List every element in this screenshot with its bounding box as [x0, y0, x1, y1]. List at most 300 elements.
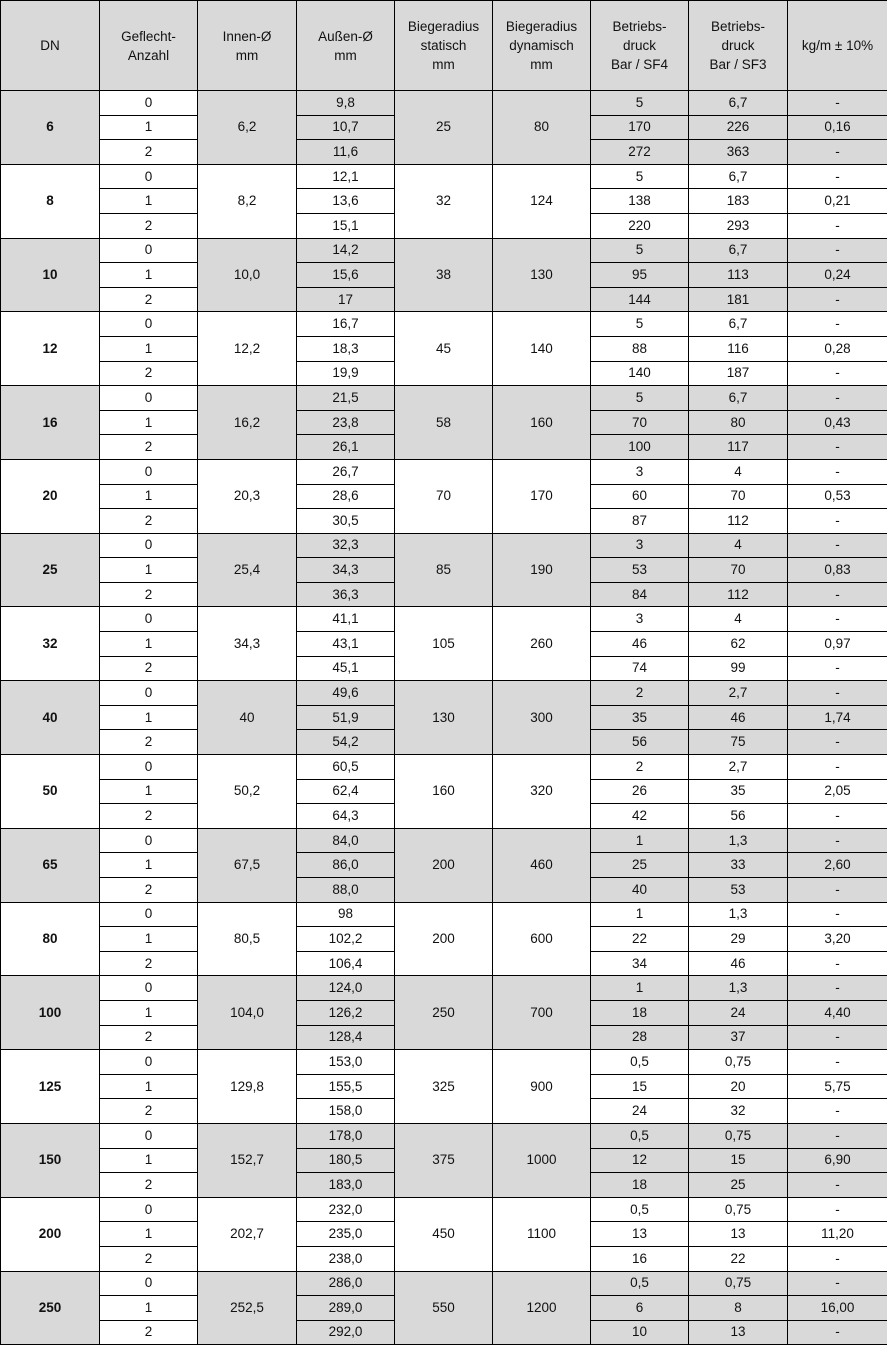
braid-count-cell: 2	[100, 730, 198, 755]
bend-radius-static-cell: 250	[395, 976, 493, 1050]
outer-diameter-cell: 128,4	[297, 1025, 395, 1050]
weight-cell: 0,16	[788, 115, 887, 140]
dn-cell: 10	[1, 238, 100, 312]
outer-diameter-cell: 34,3	[297, 558, 395, 583]
pressure-sf4-cell: 46	[591, 632, 689, 657]
outer-diameter-cell: 64,3	[297, 804, 395, 829]
pressure-sf4-cell: 144	[591, 287, 689, 312]
pressure-sf3-cell: 29	[689, 927, 788, 952]
table-row	[1, 976, 887, 1001]
pressure-sf3-cell: 112	[689, 582, 788, 607]
bend-radius-dynamic-cell: 900	[493, 1050, 591, 1124]
header-inner-diameter: Innen-Ø mm	[198, 1, 297, 91]
weight-cell: -	[788, 213, 887, 238]
outer-diameter-cell: 18,3	[297, 336, 395, 361]
header-dn: DN	[1, 1, 100, 91]
outer-diameter-cell: 60,5	[297, 755, 395, 780]
bend-radius-dynamic-cell: 1000	[493, 1123, 591, 1197]
outer-diameter-cell: 155,5	[297, 1074, 395, 1099]
braid-count-cell: 2	[100, 951, 198, 976]
outer-diameter-cell: 98	[297, 902, 395, 927]
outer-diameter-cell: 289,0	[297, 1296, 395, 1321]
pressure-sf4-cell: 5	[591, 91, 689, 116]
pressure-sf3-cell: 4	[689, 607, 788, 632]
weight-cell: 0,28	[788, 336, 887, 361]
outer-diameter-cell: 43,1	[297, 632, 395, 657]
header-bend-radius-static: Biegeradius statisch mm	[395, 1, 493, 91]
pressure-sf4-cell: 1	[591, 976, 689, 1001]
pressure-sf4-cell: 272	[591, 140, 689, 165]
dn-cell: 6	[1, 91, 100, 165]
braid-count-cell: 2	[100, 509, 198, 534]
inner-diameter-cell: 6,2	[198, 91, 297, 165]
weight-cell: -	[788, 312, 887, 337]
bend-radius-static-cell: 58	[395, 386, 493, 460]
braid-count-cell: 0	[100, 386, 198, 411]
weight-cell: -	[788, 287, 887, 312]
pressure-sf3-cell: 32	[689, 1099, 788, 1124]
dn-cell: 150	[1, 1123, 100, 1197]
pressure-sf4-cell: 70	[591, 410, 689, 435]
pressure-sf3-cell: 6,7	[689, 164, 788, 189]
weight-cell: -	[788, 1050, 887, 1075]
weight-cell: -	[788, 607, 887, 632]
outer-diameter-cell: 28,6	[297, 484, 395, 509]
inner-diameter-cell: 202,7	[198, 1197, 297, 1271]
table-row	[1, 533, 887, 558]
inner-diameter-cell: 152,7	[198, 1123, 297, 1197]
pressure-sf3-cell: 226	[689, 115, 788, 140]
pressure-sf4-cell: 3	[591, 607, 689, 632]
pressure-sf3-cell: 15	[689, 1148, 788, 1173]
outer-diameter-cell: 124,0	[297, 976, 395, 1001]
pressure-sf3-cell: 53	[689, 878, 788, 903]
pressure-sf3-cell: 20	[689, 1074, 788, 1099]
outer-diameter-cell: 102,2	[297, 927, 395, 952]
weight-cell: -	[788, 681, 887, 706]
braid-count-cell: 2	[100, 1173, 198, 1198]
pressure-sf4-cell: 0,5	[591, 1050, 689, 1075]
outer-diameter-cell: 62,4	[297, 779, 395, 804]
pressure-sf3-cell: 62	[689, 632, 788, 657]
braid-count-cell: 0	[100, 312, 198, 337]
pressure-sf4-cell: 95	[591, 263, 689, 288]
outer-diameter-cell: 30,5	[297, 509, 395, 534]
bend-radius-dynamic-cell: 1100	[493, 1197, 591, 1271]
header-pressure-sf4: Betriebs- druck Bar / SF4	[591, 1, 689, 91]
braid-count-cell: 1	[100, 1296, 198, 1321]
table-row	[1, 755, 887, 780]
weight-cell: -	[788, 976, 887, 1001]
braid-count-cell: 2	[100, 656, 198, 681]
pressure-sf4-cell: 5	[591, 238, 689, 263]
pressure-sf4-cell: 6	[591, 1296, 689, 1321]
outer-diameter-cell: 11,6	[297, 140, 395, 165]
weight-cell: -	[788, 435, 887, 460]
weight-cell: -	[788, 1271, 887, 1296]
table-row	[1, 1197, 887, 1222]
pressure-sf4-cell: 26	[591, 779, 689, 804]
bend-radius-static-cell: 45	[395, 312, 493, 386]
pressure-sf4-cell: 5	[591, 386, 689, 411]
braid-count-cell: 0	[100, 755, 198, 780]
pressure-sf3-cell: 1,3	[689, 902, 788, 927]
outer-diameter-cell: 292,0	[297, 1320, 395, 1345]
pressure-sf3-cell: 70	[689, 558, 788, 583]
pressure-sf4-cell: 22	[591, 927, 689, 952]
weight-cell: -	[788, 951, 887, 976]
braid-count-cell: 2	[100, 1246, 198, 1271]
inner-diameter-cell: 104,0	[198, 976, 297, 1050]
inner-diameter-cell: 20,3	[198, 459, 297, 533]
pressure-sf4-cell: 84	[591, 582, 689, 607]
braid-count-cell: 2	[100, 1025, 198, 1050]
pressure-sf4-cell: 10	[591, 1320, 689, 1345]
weight-cell: 4,40	[788, 1000, 887, 1025]
pressure-sf3-cell: 22	[689, 1246, 788, 1271]
dn-cell: 20	[1, 459, 100, 533]
outer-diameter-cell: 45,1	[297, 656, 395, 681]
dn-cell: 250	[1, 1271, 100, 1345]
bend-radius-dynamic-cell: 190	[493, 533, 591, 607]
braid-count-cell: 0	[100, 1123, 198, 1148]
weight-cell: -	[788, 656, 887, 681]
weight-cell: 6,90	[788, 1148, 887, 1173]
outer-diameter-cell: 36,3	[297, 582, 395, 607]
pressure-sf4-cell: 100	[591, 435, 689, 460]
pressure-sf4-cell: 88	[591, 336, 689, 361]
weight-cell: 2,05	[788, 779, 887, 804]
pressure-sf4-cell: 74	[591, 656, 689, 681]
bend-radius-static-cell: 550	[395, 1271, 493, 1345]
pressure-sf4-cell: 28	[591, 1025, 689, 1050]
pressure-sf4-cell: 25	[591, 853, 689, 878]
braid-count-cell: 0	[100, 533, 198, 558]
braid-count-cell: 0	[100, 681, 198, 706]
pressure-sf4-cell: 12	[591, 1148, 689, 1173]
pressure-sf4-cell: 15	[591, 1074, 689, 1099]
braid-count-cell: 0	[100, 238, 198, 263]
outer-diameter-cell: 180,5	[297, 1148, 395, 1173]
pressure-sf4-cell: 2	[591, 755, 689, 780]
pressure-sf4-cell: 0,5	[591, 1197, 689, 1222]
weight-cell: -	[788, 755, 887, 780]
braid-count-cell: 2	[100, 435, 198, 460]
table-row	[1, 312, 887, 337]
braid-count-cell: 0	[100, 902, 198, 927]
inner-diameter-cell: 129,8	[198, 1050, 297, 1124]
weight-cell: 5,75	[788, 1074, 887, 1099]
pressure-sf4-cell: 87	[591, 509, 689, 534]
inner-diameter-cell: 252,5	[198, 1271, 297, 1345]
braid-count-cell: 1	[100, 779, 198, 804]
bend-radius-static-cell: 325	[395, 1050, 493, 1124]
pressure-sf4-cell: 140	[591, 361, 689, 386]
inner-diameter-cell: 10,0	[198, 238, 297, 312]
weight-cell: -	[788, 828, 887, 853]
pressure-sf4-cell: 2	[591, 681, 689, 706]
inner-diameter-cell: 67,5	[198, 828, 297, 902]
pressure-sf3-cell: 113	[689, 263, 788, 288]
outer-diameter-cell: 12,1	[297, 164, 395, 189]
pressure-sf4-cell: 40	[591, 878, 689, 903]
weight-cell: -	[788, 1123, 887, 1148]
pressure-sf4-cell: 1	[591, 902, 689, 927]
pressure-sf3-cell: 35	[689, 779, 788, 804]
pressure-sf3-cell: 2,7	[689, 681, 788, 706]
pressure-sf4-cell: 5	[591, 164, 689, 189]
weight-cell: 1,74	[788, 705, 887, 730]
bend-radius-dynamic-cell: 600	[493, 902, 591, 976]
dn-cell: 200	[1, 1197, 100, 1271]
braid-count-cell: 2	[100, 213, 198, 238]
bend-radius-static-cell: 160	[395, 755, 493, 829]
braid-count-cell: 1	[100, 263, 198, 288]
braid-count-cell: 1	[100, 927, 198, 952]
outer-diameter-cell: 23,8	[297, 410, 395, 435]
dn-cell: 12	[1, 312, 100, 386]
pressure-sf4-cell: 56	[591, 730, 689, 755]
weight-cell: -	[788, 1246, 887, 1271]
outer-diameter-cell: 49,6	[297, 681, 395, 706]
outer-diameter-cell: 232,0	[297, 1197, 395, 1222]
outer-diameter-cell: 26,1	[297, 435, 395, 460]
bend-radius-dynamic-cell: 160	[493, 386, 591, 460]
bend-radius-static-cell: 70	[395, 459, 493, 533]
pressure-sf4-cell: 1	[591, 828, 689, 853]
bend-radius-static-cell: 375	[395, 1123, 493, 1197]
outer-diameter-cell: 235,0	[297, 1222, 395, 1247]
outer-diameter-cell: 54,2	[297, 730, 395, 755]
braid-count-cell: 1	[100, 632, 198, 657]
weight-cell: -	[788, 1320, 887, 1345]
pressure-sf4-cell: 42	[591, 804, 689, 829]
outer-diameter-cell: 15,1	[297, 213, 395, 238]
dn-cell: 65	[1, 828, 100, 902]
outer-diameter-cell: 21,5	[297, 386, 395, 411]
outer-diameter-cell: 41,1	[297, 607, 395, 632]
pressure-sf4-cell: 18	[591, 1000, 689, 1025]
bend-radius-dynamic-cell: 140	[493, 312, 591, 386]
pressure-sf3-cell: 183	[689, 189, 788, 214]
braid-count-cell: 1	[100, 115, 198, 140]
pressure-sf3-cell: 116	[689, 336, 788, 361]
pressure-sf3-cell: 117	[689, 435, 788, 460]
pressure-sf4-cell: 24	[591, 1099, 689, 1124]
pressure-sf3-cell: 112	[689, 509, 788, 534]
dn-cell: 8	[1, 164, 100, 238]
outer-diameter-cell: 106,4	[297, 951, 395, 976]
braid-count-cell: 1	[100, 1000, 198, 1025]
weight-cell: -	[788, 533, 887, 558]
header-outer-diameter: Außen-Ø mm	[297, 1, 395, 91]
weight-cell: -	[788, 140, 887, 165]
pressure-sf3-cell: 1,3	[689, 828, 788, 853]
bend-radius-dynamic-cell: 1200	[493, 1271, 591, 1345]
outer-diameter-cell: 178,0	[297, 1123, 395, 1148]
pressure-sf3-cell: 6,7	[689, 386, 788, 411]
braid-count-cell: 1	[100, 336, 198, 361]
braid-count-cell: 2	[100, 140, 198, 165]
braid-count-cell: 0	[100, 459, 198, 484]
braid-count-cell: 1	[100, 1222, 198, 1247]
pressure-sf3-cell: 363	[689, 140, 788, 165]
weight-cell: -	[788, 1025, 887, 1050]
outer-diameter-cell: 238,0	[297, 1246, 395, 1271]
pressure-sf3-cell: 46	[689, 951, 788, 976]
table-row	[1, 607, 887, 632]
braid-count-cell: 2	[100, 1320, 198, 1345]
table-row	[1, 386, 887, 411]
braid-count-cell: 1	[100, 410, 198, 435]
bend-radius-static-cell: 25	[395, 91, 493, 165]
dn-cell: 80	[1, 902, 100, 976]
bend-radius-dynamic-cell: 700	[493, 976, 591, 1050]
weight-cell: 11,20	[788, 1222, 887, 1247]
outer-diameter-cell: 14,2	[297, 238, 395, 263]
dn-cell: 25	[1, 533, 100, 607]
outer-diameter-cell: 183,0	[297, 1173, 395, 1198]
pressure-sf3-cell: 33	[689, 853, 788, 878]
weight-cell: -	[788, 804, 887, 829]
pressure-sf4-cell: 3	[591, 533, 689, 558]
pressure-sf3-cell: 13	[689, 1222, 788, 1247]
bend-radius-dynamic-cell: 80	[493, 91, 591, 165]
weight-cell: 0,83	[788, 558, 887, 583]
braid-count-cell: 0	[100, 976, 198, 1001]
weight-cell: -	[788, 509, 887, 534]
bend-radius-dynamic-cell: 460	[493, 828, 591, 902]
table-row	[1, 459, 887, 484]
pressure-sf3-cell: 2,7	[689, 755, 788, 780]
braid-count-cell: 2	[100, 804, 198, 829]
pressure-sf4-cell: 34	[591, 951, 689, 976]
inner-diameter-cell: 25,4	[198, 533, 297, 607]
outer-diameter-cell: 15,6	[297, 263, 395, 288]
weight-cell: -	[788, 1197, 887, 1222]
braid-count-cell: 1	[100, 853, 198, 878]
weight-cell: -	[788, 582, 887, 607]
braid-count-cell: 0	[100, 164, 198, 189]
pressure-sf4-cell: 138	[591, 189, 689, 214]
outer-diameter-cell: 16,7	[297, 312, 395, 337]
bend-radius-dynamic-cell: 124	[493, 164, 591, 238]
weight-cell: -	[788, 164, 887, 189]
pressure-sf3-cell: 75	[689, 730, 788, 755]
braid-count-cell: 1	[100, 1148, 198, 1173]
table-row	[1, 902, 887, 927]
braid-count-cell: 2	[100, 287, 198, 312]
braid-count-cell: 1	[100, 558, 198, 583]
dn-cell: 16	[1, 386, 100, 460]
weight-cell: 0,24	[788, 263, 887, 288]
pressure-sf3-cell: 99	[689, 656, 788, 681]
weight-cell: 16,00	[788, 1296, 887, 1321]
outer-diameter-cell: 26,7	[297, 459, 395, 484]
weight-cell: -	[788, 238, 887, 263]
inner-diameter-cell: 80,5	[198, 902, 297, 976]
outer-diameter-cell: 126,2	[297, 1000, 395, 1025]
braid-count-cell: 1	[100, 484, 198, 509]
pressure-sf4-cell: 5	[591, 312, 689, 337]
inner-diameter-cell: 40	[198, 681, 297, 755]
outer-diameter-cell: 19,9	[297, 361, 395, 386]
braid-count-cell: 2	[100, 582, 198, 607]
table-row	[1, 1271, 887, 1296]
table-row	[1, 1050, 887, 1075]
braid-count-cell: 2	[100, 361, 198, 386]
braid-count-cell: 0	[100, 1271, 198, 1296]
weight-cell: 0,97	[788, 632, 887, 657]
header-braids: Geflecht- Anzahl	[100, 1, 198, 91]
pressure-sf4-cell: 13	[591, 1222, 689, 1247]
pressure-sf3-cell: 4	[689, 533, 788, 558]
braid-count-cell: 0	[100, 828, 198, 853]
pressure-sf3-cell: 8	[689, 1296, 788, 1321]
inner-diameter-cell: 16,2	[198, 386, 297, 460]
braid-count-cell: 0	[100, 1197, 198, 1222]
dn-cell: 50	[1, 755, 100, 829]
bend-radius-static-cell: 450	[395, 1197, 493, 1271]
pressure-sf4-cell: 53	[591, 558, 689, 583]
pressure-sf3-cell: 70	[689, 484, 788, 509]
header-row	[1, 1, 887, 91]
header-pressure-sf3: Betriebs- druck Bar / SF3	[689, 1, 788, 91]
bend-radius-dynamic-cell: 130	[493, 238, 591, 312]
pressure-sf3-cell: 6,7	[689, 91, 788, 116]
weight-cell: 0,53	[788, 484, 887, 509]
inner-diameter-cell: 34,3	[198, 607, 297, 681]
bend-radius-dynamic-cell: 300	[493, 681, 591, 755]
bend-radius-static-cell: 105	[395, 607, 493, 681]
bend-radius-static-cell: 200	[395, 902, 493, 976]
table-row	[1, 681, 887, 706]
bend-radius-static-cell: 130	[395, 681, 493, 755]
bend-radius-dynamic-cell: 170	[493, 459, 591, 533]
braid-count-cell: 0	[100, 91, 198, 116]
pressure-sf3-cell: 0,75	[689, 1271, 788, 1296]
table-row	[1, 164, 887, 189]
braid-count-cell: 1	[100, 189, 198, 214]
pressure-sf3-cell: 37	[689, 1025, 788, 1050]
braid-count-cell: 0	[100, 1050, 198, 1075]
pressure-sf4-cell: 3	[591, 459, 689, 484]
dn-cell: 32	[1, 607, 100, 681]
inner-diameter-cell: 12,2	[198, 312, 297, 386]
bend-radius-static-cell: 32	[395, 164, 493, 238]
outer-diameter-cell: 88,0	[297, 878, 395, 903]
table-row	[1, 828, 887, 853]
braid-count-cell: 1	[100, 1074, 198, 1099]
outer-diameter-cell: 153,0	[297, 1050, 395, 1075]
outer-diameter-cell: 17	[297, 287, 395, 312]
weight-cell: -	[788, 91, 887, 116]
table-body	[1, 91, 887, 1345]
outer-diameter-cell: 13,6	[297, 189, 395, 214]
table-row	[1, 1123, 887, 1148]
outer-diameter-cell: 158,0	[297, 1099, 395, 1124]
weight-cell: 2,60	[788, 853, 887, 878]
table-row	[1, 238, 887, 263]
bend-radius-static-cell: 200	[395, 828, 493, 902]
pressure-sf4-cell: 35	[591, 705, 689, 730]
weight-cell: -	[788, 361, 887, 386]
bend-radius-dynamic-cell: 260	[493, 607, 591, 681]
bend-radius-dynamic-cell: 320	[493, 755, 591, 829]
weight-cell: -	[788, 902, 887, 927]
braid-count-cell: 1	[100, 705, 198, 730]
weight-cell: 0,21	[788, 189, 887, 214]
